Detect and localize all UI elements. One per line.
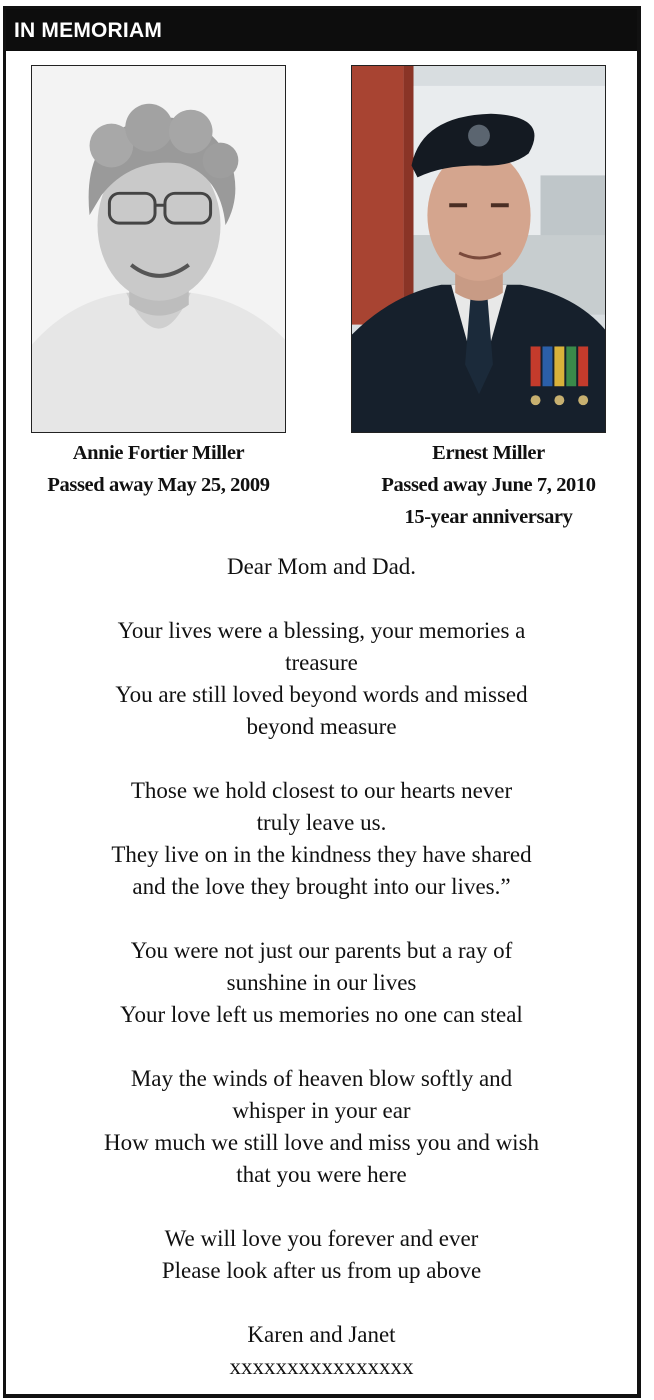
poem-text xyxy=(6,551,637,1383)
memoriam-notice xyxy=(3,6,641,1398)
passed-date: Passed away May 25, 2009 xyxy=(47,474,270,496)
portrait-man-image xyxy=(352,66,605,432)
person-name: Ernest Miller xyxy=(432,442,545,464)
poem-line: whisper in your ear xyxy=(232,1098,411,1123)
poem-line: We will love you forever and ever xyxy=(164,1226,479,1251)
passed-date: Passed away June 7, 2010 xyxy=(381,474,596,496)
poem-line: sunshine in our lives xyxy=(226,970,417,995)
photo-ernest xyxy=(351,65,606,433)
poem-line: that you were here xyxy=(236,1162,407,1187)
poem-line: You are still loved beyond words and missed xyxy=(115,682,528,707)
person-name: Annie Fortier Miller xyxy=(72,442,245,464)
greeting: Dear Mom and Dad. xyxy=(226,554,417,579)
poem-line: truly leave us. xyxy=(256,810,387,835)
poem-line: Your lives were a blessing, your memories a xyxy=(117,618,526,643)
anniversary-note: 15-year anniversary xyxy=(404,506,573,528)
poem-line: How much we still love and miss you and wish xyxy=(103,1130,540,1155)
poem-line: They live on in the kindness they have shared xyxy=(111,842,532,867)
poem-line: Please look after us from up above xyxy=(161,1258,482,1283)
signoff: Karen and Janet xyxy=(247,1322,396,1347)
poem-line: Those we hold closest to our hearts never xyxy=(130,778,513,803)
section-header: IN MEMORIAM xyxy=(6,9,637,51)
poem-line: You were not just our parents but a ray of xyxy=(130,938,513,963)
poem-line: Your love left us memories no one can steal xyxy=(120,1002,523,1027)
portrait-woman-image xyxy=(32,66,285,432)
photo-annie xyxy=(31,65,286,433)
caption-ernest xyxy=(341,437,636,533)
reference-code: xxxxxxxxxxxxxxxx xyxy=(229,1354,414,1379)
poem-line: May the winds of heaven blow softly and xyxy=(130,1066,513,1091)
poem-line: treasure xyxy=(285,650,358,675)
poem-line: and the love they brought into our lives.” xyxy=(132,874,511,899)
poem-line: beyond measure xyxy=(246,714,397,739)
caption-annie xyxy=(16,437,301,501)
